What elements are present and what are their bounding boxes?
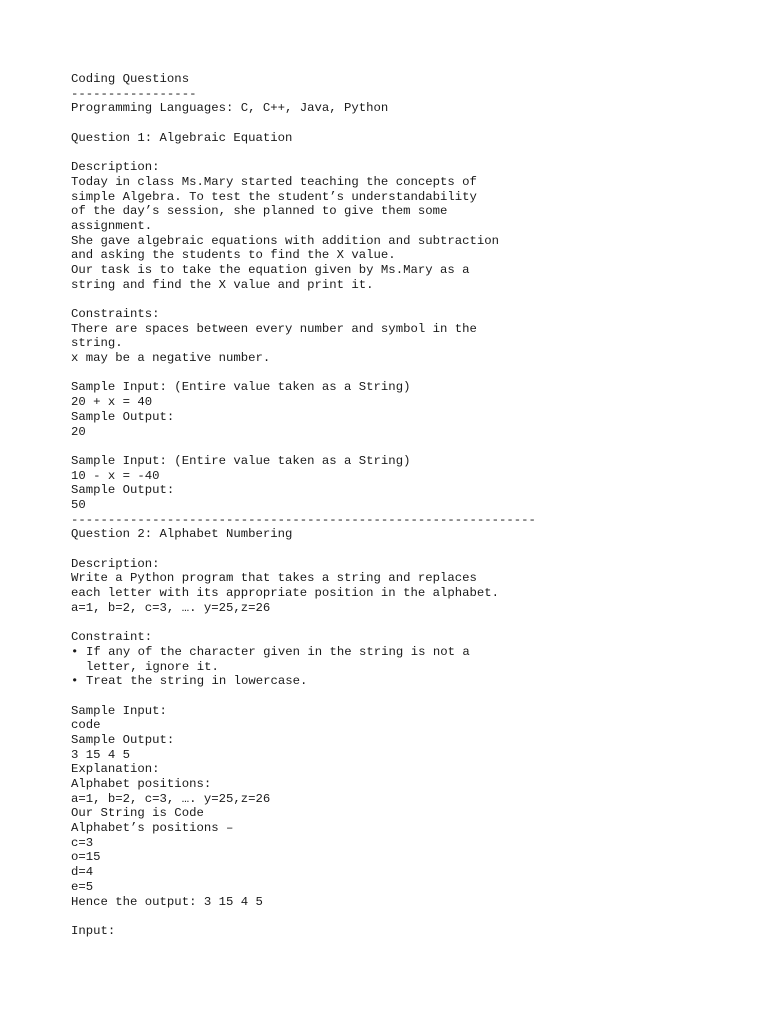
question-1-heading: Question 1: Algebraic Equation	[71, 130, 293, 145]
q1-constraint-line: x may be a negative number.	[71, 351, 271, 366]
q1-sample-input: 20 + x = 40	[71, 395, 153, 410]
spacer	[71, 292, 751, 307]
q1-constraint-line: There are spaces between every number and symbol in the	[71, 321, 477, 336]
q1-description-label: Description:	[71, 160, 160, 175]
q2-explanation-line: Our String is Code	[71, 806, 204, 821]
q1-sample-input-label: Sample Input: (Entire value taken as a String)	[71, 453, 411, 468]
q1-description-line: She gave algebraic equations with addition and subtraction	[71, 233, 500, 248]
q1-sample-output: 20	[71, 424, 86, 439]
bullet-text: Treat the string in lowercase.	[86, 674, 308, 689]
spacer	[71, 542, 751, 557]
q2-explanation-label: Explanation:	[71, 762, 160, 777]
q1-constraints-label: Constraints:	[71, 307, 160, 321]
q2-description-line: each letter with its appropriate position in the alphabet.	[71, 586, 500, 601]
q2-explanation-line: d=4	[71, 865, 94, 880]
title-underline: -----------------	[71, 86, 197, 101]
q2-sample-input: code	[71, 718, 101, 733]
spacer	[71, 439, 751, 454]
q2-constraint-bullet	[71, 674, 751, 689]
q2-explanation-line: Hence the output: 3 15 4 5	[71, 894, 263, 909]
q1-description-line: string and find the X value and print it.	[71, 277, 374, 292]
q1-description-line: of the day’s session, she planned to give them some	[71, 204, 448, 219]
q1-description-line: Our task is to take the equation given by Ms.Mary as a	[71, 262, 470, 277]
bullet-text: letter, ignore it.	[86, 659, 219, 674]
q1-description-line: and asking the students to find the X value.	[71, 248, 396, 263]
spacer	[71, 909, 751, 924]
q2-constraint-bullet	[71, 645, 751, 660]
bullet-text: If any of the character given in the string is not a	[86, 644, 470, 659]
q2-input-label: Input:	[71, 923, 116, 938]
q2-explanation-line: Alphabet positions:	[71, 777, 212, 791]
q2-constraint-label: Constraint:	[71, 630, 153, 645]
q1-constraint-line: string.	[71, 336, 123, 351]
document-page	[71, 72, 751, 939]
q1-sample-output-label: Sample Output:	[71, 483, 175, 498]
q1-description-line: simple Algebra. To test the student’s understandability	[71, 189, 477, 204]
section-separator: ---------------------------------------------------------------	[71, 512, 536, 527]
q2-sample-output-label: Sample Output:	[71, 732, 175, 747]
q2-explanation-line: c=3	[71, 835, 94, 850]
q2-sample-input-label: Sample Input:	[71, 703, 167, 718]
q2-description-label: Description:	[71, 556, 160, 571]
document-title: Coding Questions	[71, 72, 190, 86]
q2-sample-output: 3 15 4 5	[71, 747, 131, 762]
q1-sample-output-label: Sample Output:	[71, 409, 175, 424]
q2-explanation-line: e=5	[71, 879, 94, 894]
q2-description-line: Write a Python program that takes a string and replaces	[71, 571, 477, 586]
spacer	[71, 615, 751, 630]
spacer	[71, 116, 751, 131]
bullet-icon: •	[71, 644, 79, 659]
programming-languages: Programming Languages: C, C++, Java, Python	[71, 101, 389, 116]
q2-explanation-line: o=15	[71, 850, 101, 865]
q2-description-line: a=1, b=2, c=3, …. y=25,z=26	[71, 600, 271, 615]
q2-explanation-line: Alphabet’s positions –	[71, 821, 234, 836]
q1-sample-input: 10 - x = -40	[71, 468, 160, 483]
q1-sample-input-label: Sample Input: (Entire value taken as a String)	[71, 380, 411, 395]
q1-description-line: Today in class Ms.Mary started teaching the concepts of	[71, 174, 477, 189]
q2-constraint-bullet-continuation	[71, 660, 751, 675]
spacer	[71, 689, 751, 704]
bullet-icon: •	[71, 674, 79, 689]
q2-explanation-line: a=1, b=2, c=3, …. y=25,z=26	[71, 791, 271, 806]
spacer	[71, 366, 751, 381]
question-2-heading: Question 2: Alphabet Numbering	[71, 527, 293, 542]
q1-sample-output: 50	[71, 497, 86, 512]
spacer	[71, 145, 751, 160]
q1-description-line: assignment.	[71, 218, 153, 233]
